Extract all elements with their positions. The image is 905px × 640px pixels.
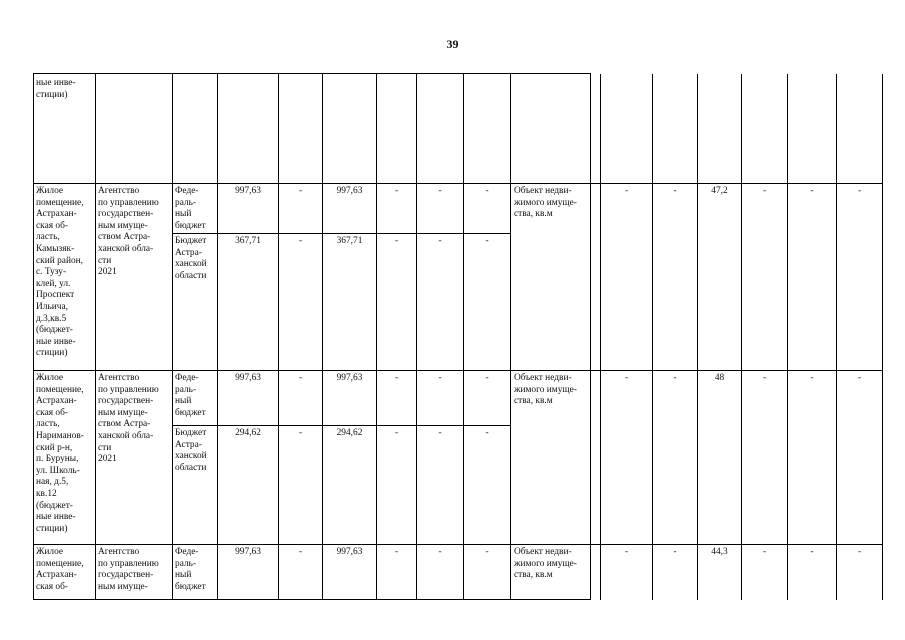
page-number: 39 [446, 37, 459, 51]
indicator-dash: - [762, 373, 767, 383]
object-cell: Жилое помещение, Астрахан- ская об- [36, 547, 84, 592]
amount-dash: - [298, 428, 303, 438]
amount-dash: - [485, 236, 489, 246]
funding-source-regional: Бюджет Астра- ханской области [175, 236, 207, 281]
amount-dash: - [438, 373, 442, 383]
amount-dash: - [394, 186, 399, 196]
object-cell-continued: ные инве- стиции) [36, 78, 76, 100]
indicator-dash: - [810, 186, 814, 196]
amount-dash: - [438, 186, 442, 196]
amount-total: 997,63 [235, 373, 261, 383]
amount-dash: - [485, 373, 489, 383]
funding-source-federal: Феде- раль- ный бюджет [175, 373, 206, 418]
amount-total: 997,63 [235, 186, 261, 196]
amount-value: 294,62 [336, 428, 363, 438]
amount-value: 367,71 [336, 236, 363, 246]
funding-source-federal: Феде- раль- ный бюджет [175, 547, 206, 592]
amount-dash: - [298, 186, 303, 196]
amount-dash: - [485, 186, 489, 196]
amount-dash: - [394, 373, 399, 383]
result-cell: Объект недви- жимого имуще- ства, кв.м [514, 547, 577, 581]
amount-dash: - [438, 236, 442, 246]
indicator-dash: - [624, 186, 629, 196]
amount-dash: - [394, 547, 399, 557]
indicator-dash: - [673, 373, 677, 383]
amount-total: 367,71 [235, 236, 261, 246]
agency-cell: Агентство по управлению государствен- ным имуще- [98, 547, 159, 592]
result-cell: Объект недви- жимого имуще- ства, кв.м [514, 186, 577, 220]
agency-cell: Агентство по управлению государствен- ным имуще- ством Астра- ханской обла- сти 2021 [98, 373, 159, 465]
amount-dash: - [298, 547, 303, 557]
agency-cell: Агентство по управлению государствен- ным имуще- ством Астра- ханской обла- сти 2021 [98, 186, 159, 278]
amount-dash: - [394, 428, 399, 438]
amount-dash: - [298, 236, 303, 246]
indicator-dash: - [624, 547, 629, 557]
amount-dash: - [394, 236, 399, 246]
indicator-dash: - [762, 547, 767, 557]
amount-dash: - [298, 373, 303, 383]
amount-dash: - [438, 428, 442, 438]
indicator-dash: - [810, 547, 814, 557]
funding-source-federal: Феде- раль- ный бюджет [175, 186, 206, 231]
amount-dash: - [485, 547, 489, 557]
indicator-dash: - [857, 373, 862, 383]
object-cell: Жилое помещение, Астрахан- ская об- ласть, Нариманов- ский р-н, п. Буруны, ул. Школь- ная, д.5, кв.12 (бюджет- ные инве- стиции) [36, 373, 84, 534]
funding-source-regional: Бюджет Астра- ханской области [175, 428, 207, 473]
result-cell: Объект недви- жимого имуще- ства, кв.м [514, 373, 577, 407]
amount-dash: - [485, 428, 489, 438]
indicator-area: 47,2 [711, 186, 728, 196]
amount-total: 294,62 [235, 428, 261, 438]
indicator-dash: - [673, 547, 677, 557]
indicator-area: 48 [714, 373, 725, 383]
indicator-dash: - [762, 186, 767, 196]
indicator-dash: - [857, 186, 862, 196]
amount-total: 997,63 [235, 547, 261, 557]
indicator-area: 44,3 [711, 547, 728, 557]
amount-value: 997,63 [336, 547, 363, 557]
amount-value: 997,63 [336, 186, 363, 196]
indicator-dash: - [857, 547, 862, 557]
amount-dash: - [438, 547, 442, 557]
indicator-dash: - [810, 373, 814, 383]
object-cell: Жилое помещение, Астрахан- ская об- ласть, Камызяк- ский район, с. Тузу- клей, ул. Проспект Ильича, д.3,кв.5 (бюджет- ные инве- стиции) [36, 186, 84, 359]
amount-value: 997,63 [336, 373, 363, 383]
indicator-dash: - [624, 373, 629, 383]
indicator-dash: - [673, 186, 677, 196]
